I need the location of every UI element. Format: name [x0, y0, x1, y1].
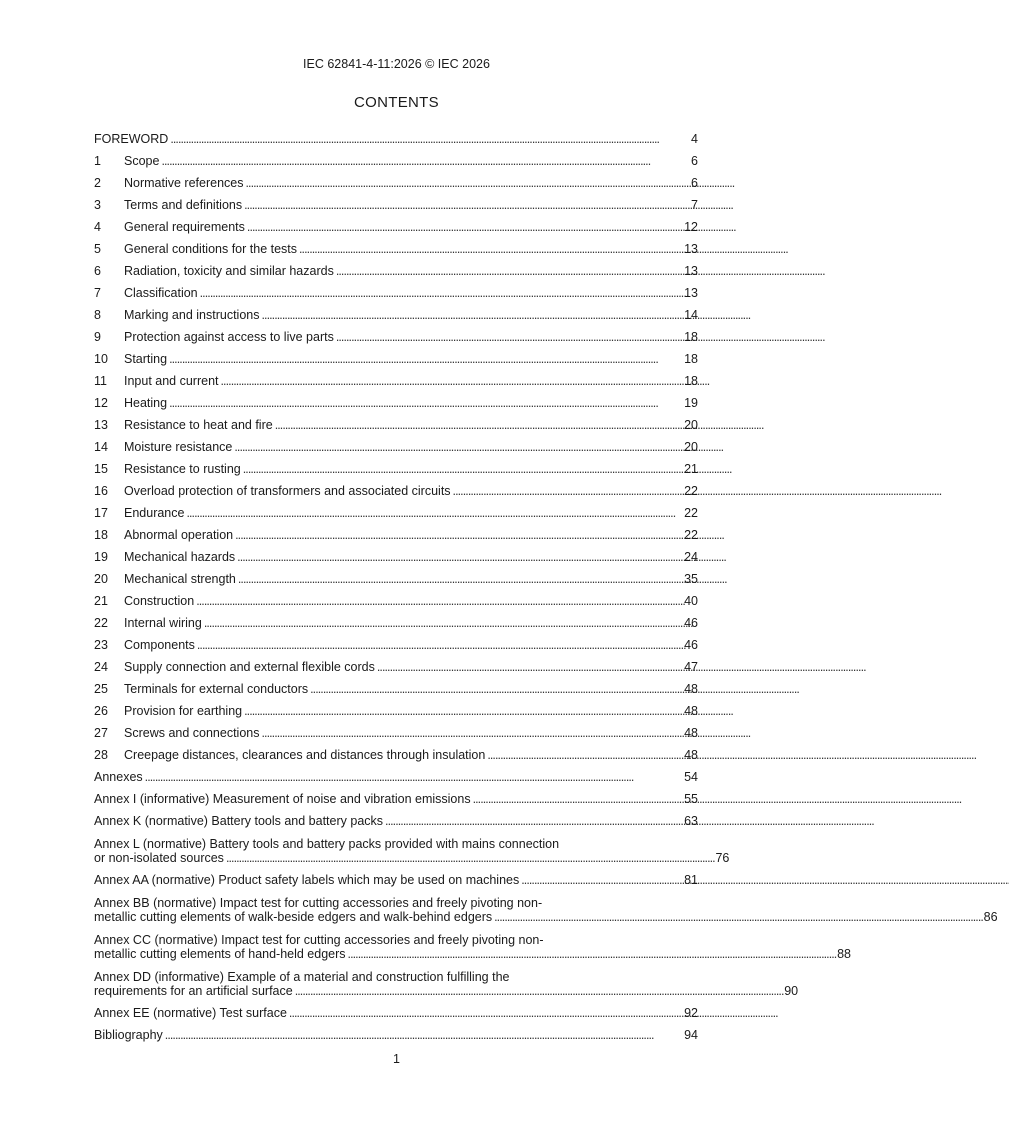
toc-entry-page: 48 [684, 748, 698, 762]
toc-entry-body [94, 896, 998, 924]
toc-entry-number: 4 [94, 220, 101, 234]
toc-entry-page: 18 [684, 374, 698, 388]
toc-entry-page: 76 [715, 851, 730, 865]
toc-leader-dots [226, 851, 714, 865]
toc-entry-page: 13 [684, 264, 698, 278]
toc-entry-title: Bibliography [94, 1028, 163, 1042]
toc-entry-title: Starting [124, 352, 168, 366]
toc-entry-number: 26 [94, 704, 108, 718]
toc-entry[interactable] [94, 696, 698, 718]
toc-leader-dots [494, 910, 982, 924]
toc-entry[interactable] [94, 410, 698, 432]
toc-entry[interactable] [94, 924, 851, 961]
toc-entry-page: 48 [684, 726, 698, 740]
toc-leader-dots [377, 660, 682, 674]
toc-entry-title: FOREWORD [94, 132, 169, 146]
toc-entry-title: Terminals for external conductors [124, 682, 309, 696]
toc-entry-number: 24 [94, 660, 108, 674]
toc-entry-page: 22 [684, 484, 698, 498]
toc-leader-dots [262, 726, 683, 740]
toc-entry-page: 6 [691, 176, 698, 190]
toc-leader-dots [487, 748, 682, 762]
toc-entry-title-line1: Annex CC (normative) Impact test for cutting accessories and freely pivoting non- [94, 933, 544, 947]
toc-entry-page: 47 [684, 660, 698, 674]
toc-entry-body [124, 638, 698, 652]
toc-entry-number: 14 [94, 440, 108, 454]
toc-entry-page: 7 [691, 198, 698, 212]
toc-entry[interactable] [94, 887, 998, 924]
toc-leader-dots [348, 947, 836, 961]
toc-entry-number: 1 [94, 154, 101, 168]
toc-entry[interactable] [94, 630, 698, 652]
toc-entry-page: 54 [684, 770, 698, 784]
toc-entry-page: 90 [784, 984, 799, 998]
toc-entry-page: 14 [684, 308, 698, 322]
toc-entry[interactable] [94, 498, 698, 520]
toc-entry[interactable] [94, 1020, 698, 1042]
toc-entry[interactable] [94, 652, 698, 674]
toc-entry-number: 10 [94, 352, 108, 366]
toc-entry-page: 35 [684, 572, 698, 586]
table-of-contents [94, 124, 998, 1042]
toc-entry[interactable] [94, 865, 698, 887]
toc-entry-title: Screws and connections [124, 726, 260, 740]
toc-entry-title: Protection against access to live parts [124, 330, 334, 344]
toc-leader-dots [243, 462, 682, 476]
toc-leader-dots [235, 528, 682, 542]
toc-leader-dots [521, 873, 682, 887]
toc-entry-title-line1: Annex DD (informative) Example of a material and construction fulfilling the [94, 970, 510, 984]
toc-entry-number: 8 [94, 308, 101, 322]
toc-entry[interactable] [94, 784, 698, 806]
toc-entry-body [124, 594, 698, 608]
toc-entry-title: Endurance [124, 506, 185, 520]
toc-entry-page: 63 [684, 814, 698, 828]
toc-entry-number: 12 [94, 396, 108, 410]
toc-entry-page: 20 [684, 418, 698, 432]
toc-entry-title: General requirements [124, 220, 245, 234]
toc-entry[interactable] [94, 344, 698, 366]
toc-entry-title: Supply connection and external flexible cords [124, 660, 375, 674]
toc-entry-title: Abnormal operation [124, 528, 234, 542]
toc-entry[interactable] [94, 432, 698, 454]
toc-entry[interactable] [94, 168, 698, 190]
toc-entry-number: 20 [94, 572, 108, 586]
toc-entry-title-line1: Annex BB (normative) Impact test for cutting accessories and freely pivoting non- [94, 896, 543, 910]
toc-leader-dots [247, 220, 682, 234]
toc-entry-body [124, 374, 698, 388]
toc-entry-title: Mechanical hazards [124, 550, 236, 564]
toc-entry[interactable] [94, 740, 698, 762]
toc-entry-title: Annexes [94, 770, 143, 784]
toc-entry-body [124, 704, 698, 718]
toc-entry-title-line2: or non-isolated sources [94, 851, 224, 865]
toc-entry-page: 55 [684, 792, 698, 806]
toc-entry-number: 11 [94, 374, 107, 388]
toc-entry-title-line2: metallic cutting elements of hand-held edgers [94, 947, 346, 961]
toc-entry[interactable] [94, 718, 698, 740]
toc-entry[interactable] [94, 998, 698, 1020]
toc-leader-dots [244, 704, 682, 718]
toc-entry[interactable] [94, 476, 698, 498]
toc-entry-page: 22 [684, 528, 698, 542]
toc-entry-body [94, 132, 698, 146]
toc-entry-number: 2 [94, 176, 101, 190]
toc-entry-body [124, 352, 698, 366]
toc-entry-body [124, 572, 698, 586]
toc-entry[interactable] [94, 828, 730, 865]
toc-entry-title: Components [124, 638, 195, 652]
toc-entry-title-line2-row [94, 984, 798, 998]
toc-entry-title: Normative references [124, 176, 244, 190]
toc-entry-title: Resistance to heat and fire [124, 418, 273, 432]
toc-entry-title-line2-row [94, 947, 851, 961]
toc-entry-body [124, 330, 698, 344]
toc-leader-dots [336, 264, 682, 278]
toc-entry-title: General conditions for the tests [124, 242, 298, 256]
toc-entry-number: 13 [94, 418, 108, 432]
toc-entry-title: Marking and instructions [124, 308, 260, 322]
toc-entry-page: 46 [684, 616, 698, 630]
toc-entry-title: Overload protection of transformers and associated circuits [124, 484, 451, 498]
toc-entry-body [124, 616, 698, 630]
toc-entry-page: 19 [684, 396, 698, 410]
toc-entry-number: 27 [94, 726, 108, 740]
toc-entry-body [124, 462, 698, 476]
toc-leader-dots [186, 506, 682, 520]
toc-entry-title: Annex EE (normative) Test surface [94, 1006, 287, 1020]
toc-entry-page: 22 [684, 506, 698, 520]
toc-leader-dots [145, 770, 682, 784]
toc-entry-page: 13 [684, 286, 698, 300]
toc-entry[interactable] [94, 278, 698, 300]
toc-leader-dots [169, 396, 682, 410]
toc-leader-dots [237, 550, 682, 564]
toc-entry[interactable] [94, 806, 698, 828]
toc-entry-number: 7 [94, 286, 101, 300]
toc-entry[interactable] [94, 234, 698, 256]
toc-entry[interactable] [94, 212, 698, 234]
toc-entry-title: Input and current [124, 374, 219, 388]
toc-entry-body [94, 873, 698, 887]
toc-entry-title: Resistance to rusting [124, 462, 241, 476]
toc-entry-page: 24 [684, 550, 698, 564]
toc-leader-dots [453, 484, 683, 498]
toc-entry[interactable] [94, 190, 698, 212]
toc-entry-title: Radiation, toxicity and similar hazards [124, 264, 334, 278]
toc-entry[interactable] [94, 586, 698, 608]
toc-entry-body [124, 440, 698, 454]
toc-entry[interactable] [94, 762, 698, 784]
toc-entry[interactable] [94, 564, 698, 586]
toc-leader-dots [289, 1006, 682, 1020]
toc-entry-body [124, 264, 698, 278]
toc-entry-page: 13 [684, 242, 698, 256]
toc-leader-dots [244, 198, 689, 212]
toc-entry-body [124, 220, 698, 234]
toc-entry-page: 88 [837, 947, 851, 961]
toc-entry-body [124, 660, 698, 674]
toc-entry-number: 22 [94, 616, 108, 630]
toc-entry-page: 81 [684, 873, 698, 887]
toc-entry[interactable] [94, 542, 698, 564]
toc-entry-number: 6 [94, 264, 101, 278]
toc-entry-page: 94 [684, 1028, 698, 1042]
toc-entry-title: Annex K (normative) Battery tools and battery packs [94, 814, 384, 828]
toc-leader-dots [197, 638, 682, 652]
toc-entry-title: Scope [124, 154, 160, 168]
toc-leader-dots [473, 792, 683, 806]
toc-entry-body [124, 198, 698, 212]
toc-entry-number: 16 [94, 484, 108, 498]
toc-entry-body [124, 506, 698, 520]
toc-entry-body [94, 814, 698, 828]
toc-entry-number: 5 [94, 242, 101, 256]
toc-entry-title: Classification [124, 286, 198, 300]
toc-leader-dots [295, 984, 783, 998]
toc-entry-body [94, 1006, 698, 1020]
toc-leader-dots [261, 308, 682, 322]
toc-entry-page: 40 [684, 594, 698, 608]
toc-entry-page: 18 [684, 352, 698, 366]
toc-entry-body [94, 770, 698, 784]
toc-entry-page: 6 [691, 154, 698, 168]
toc-entry-page: 46 [684, 638, 698, 652]
toc-entry-body [124, 528, 698, 542]
toc-entry-title-line2-row [94, 851, 729, 865]
toc-entry-number: 18 [94, 528, 108, 542]
toc-entry[interactable] [94, 388, 698, 410]
toc-entry-number: 28 [94, 748, 108, 762]
toc-entry-page: 48 [684, 704, 698, 718]
toc-entry-body [124, 484, 698, 498]
toc-entry-page: 21 [684, 462, 698, 476]
toc-entry-body [94, 933, 851, 961]
toc-leader-dots [169, 352, 682, 366]
toc-entry-title-line2: metallic cutting elements of walk-beside edgers and walk-behind edgers [94, 910, 493, 924]
toc-entry-number: 17 [94, 506, 108, 520]
toc-entry-title: Moisture resistance [124, 440, 233, 454]
toc-entry-body [124, 308, 698, 322]
toc-entry-title-line2: requirements for an artificial surface [94, 984, 293, 998]
toc-leader-dots [170, 132, 689, 146]
toc-entry-title: Terms and definitions [124, 198, 243, 212]
toc-entry-body [124, 286, 698, 300]
toc-entry-title: Mechanical strength [124, 572, 236, 586]
toc-entry-body [124, 176, 698, 190]
toc-entry-title-line2-row [94, 910, 998, 924]
toc-entry-title: Heating [124, 396, 168, 410]
toc-entry-body [124, 550, 698, 564]
toc-leader-dots [204, 616, 682, 630]
toc-entry[interactable] [94, 366, 698, 388]
toc-leader-dots [246, 176, 690, 190]
toc-entry[interactable] [94, 520, 698, 542]
toc-entry[interactable] [94, 146, 698, 168]
toc-entry[interactable] [94, 322, 698, 344]
toc-entry[interactable] [94, 454, 698, 476]
toc-entry-body [124, 396, 698, 410]
toc-entry-number: 9 [94, 330, 101, 344]
toc-entry-title: Creepage distances, clearances and distances through insulation [124, 748, 486, 762]
toc-entry-body [124, 748, 698, 762]
toc-entry-number: 25 [94, 682, 108, 696]
toc-entry-body [94, 792, 698, 806]
toc-entry[interactable] [94, 608, 698, 630]
page-number: 1 [393, 1052, 400, 1066]
toc-entry-number: 23 [94, 638, 108, 652]
toc-leader-dots [299, 242, 682, 256]
toc-leader-dots [238, 572, 682, 586]
toc-entry-title-line1: Annex L (normative) Battery tools and battery packs provided with mains connection [94, 837, 560, 851]
toc-entry-page: 18 [684, 330, 698, 344]
toc-entry-body [124, 726, 698, 740]
toc-entry-body [124, 682, 698, 696]
toc-leader-dots [200, 286, 682, 300]
toc-entry-page: 92 [684, 1006, 698, 1020]
toc-entry[interactable] [94, 674, 698, 696]
toc-entry-page: 86 [983, 910, 998, 924]
document-header: IEC 62841-4-11:2026 © IEC 2026 [303, 57, 490, 71]
toc-entry-title: Annex AA (normative) Product safety labels which may be used on machines [94, 873, 520, 887]
toc-entry-page: 20 [684, 440, 698, 454]
toc-entry[interactable] [94, 300, 698, 322]
toc-leader-dots [221, 374, 683, 388]
toc-leader-dots [165, 1028, 682, 1042]
toc-leader-dots [310, 682, 682, 696]
toc-entry-number: 3 [94, 198, 101, 212]
toc-entry-title: Internal wiring [124, 616, 202, 630]
toc-leader-dots [275, 418, 682, 432]
toc-leader-dots [196, 594, 682, 608]
page-title: CONTENTS [354, 94, 439, 111]
toc-entry-number: 15 [94, 462, 108, 476]
toc-leader-dots [161, 154, 689, 168]
toc-entry-title: Provision for earthing [124, 704, 243, 718]
toc-entry-title: Construction [124, 594, 195, 608]
toc-entry[interactable] [94, 961, 799, 998]
toc-entry-body [124, 154, 698, 168]
toc-leader-dots [336, 330, 682, 344]
toc-leader-dots [234, 440, 682, 454]
toc-entry[interactable] [94, 256, 698, 278]
toc-entry-page: 4 [691, 132, 698, 146]
toc-leader-dots [385, 814, 682, 828]
toc-entry-number: 21 [94, 594, 108, 608]
toc-entry-body [94, 1028, 698, 1042]
toc-entry-body [124, 242, 698, 256]
toc-entry-body [94, 970, 798, 998]
toc-entry-page: 48 [684, 682, 698, 696]
toc-entry-body [124, 418, 698, 432]
toc-entry[interactable] [94, 124, 698, 146]
toc-entry-number: 19 [94, 550, 108, 564]
toc-entry-page: 12 [684, 220, 698, 234]
toc-entry-body [94, 837, 729, 865]
toc-entry-title: Annex I (informative) Measurement of noise and vibration emissions [94, 792, 471, 806]
